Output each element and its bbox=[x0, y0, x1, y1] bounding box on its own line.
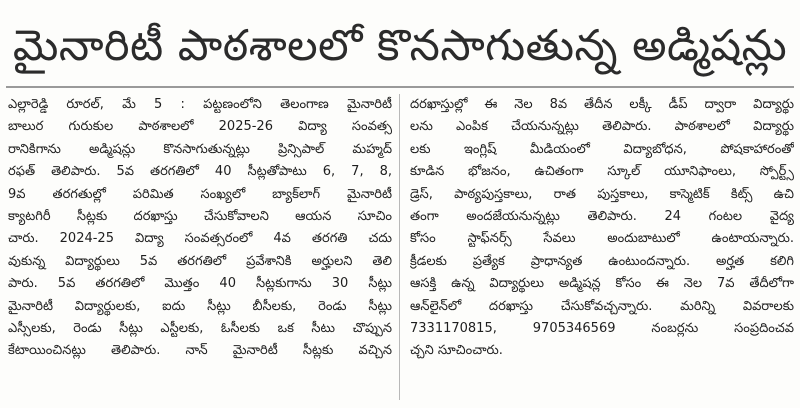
article-line: దరఖాస్తుల్లో ఈ నెల 8వ తేదీన లక్కీ డీప్ ద్వారా విద్యార్థు bbox=[410, 97, 794, 112]
article-column-right bbox=[410, 94, 794, 400]
article-line: ఆసక్తి ఉన్న విద్యార్థులు అడ్మిషన్ల కోసం ఈ నెల 7వ తేదీలోగా bbox=[410, 276, 794, 292]
article-line: మైనారిటీ విద్యార్థులకు, ఐదు సీట్లు బీసీలకు, రెండు సీట్లు bbox=[8, 298, 392, 314]
article-line: పారు. 5వ తరగతిలో మొత్తం 40 సీట్లకుగాను 30 సీట్లు bbox=[8, 276, 392, 292]
article-line: కేటాయించినట్లు తెలిపారు. నాన్ మైనారిటీ సీట్లకు వచ్చిన bbox=[8, 343, 392, 359]
article-line: చారు. 2024-25 విద్యా సంవత్సరంలో 4వ తరగతి చదు bbox=[8, 231, 392, 247]
article-line: క్యాటగిరీ సీట్లకు దరఖాస్తు చేసుకోవాలని ఆయన సూచిం bbox=[8, 208, 392, 224]
article-line: చ్చని సూచించారు. bbox=[410, 343, 503, 359]
article-line: డ్రెస్, పాఠ్యపుస్తకాలు, రాత పుస్తకాలు, కాస్మెటిక్ కిట్స్ ఉచి bbox=[410, 186, 794, 202]
article-line: క్రీడలకు ప్రత్యేక ప్రాధాన్యత ఉంటుందన్నారు. అర్హత కలిగి bbox=[410, 253, 794, 269]
article-line: లకు ఇంగ్లిష్ మీడియంలో విద్యాబోధన, పోషకాహారంతో bbox=[410, 141, 794, 157]
article-line: వుకున్న విద్యార్థులు 5వ తరగతిలో ప్రవేశానికి అర్హులని తెలి bbox=[8, 253, 392, 269]
article-line: 9వ తరగతుల్లో పరిమిత సంఖ్యలో బ్యాక్‌లాగ్ మైనారిటీ bbox=[8, 186, 392, 202]
column-divider bbox=[399, 94, 400, 400]
article-line: రానికిగాను అడ్మిషన్లు కొనసాగుతున్నట్లు ప్రిన్సిపాల్ మహ్మద్ bbox=[8, 141, 392, 157]
article-line: 7331170815, 9705346569 నంబర్లను సంప్రదించవ bbox=[410, 320, 794, 336]
article-line: తంగా అందజేయనున్నట్లు తెలిపారు. 24 గంటల వైద్య bbox=[410, 208, 794, 224]
headline-rule bbox=[6, 86, 794, 88]
article-line: కూడిన భోజనం, ఉచితంగా స్కూల్ యూనిఫాంలు, స్పోర్ట్స్ bbox=[410, 164, 794, 180]
article-line: లను ఎంపిక చేయనున్నట్లు తెలిపారు. పాఠశాలలో విద్యార్థు bbox=[410, 119, 794, 135]
article-line: రఫత్ తెలిపారు. 5వ తరగతిలో 40 సీట్లతోపాటు 6, 7, 8, bbox=[8, 164, 392, 180]
article-line: కోసం స్టాఫ్‌నర్స్ సేవలు అందుబాటులో ఉంటాయన్నారు. bbox=[410, 231, 794, 247]
article-line: ఆన్‌లైన్‌లో దరఖాస్తు చేసుకోవచ్చన్నారు. మరిన్ని వివరాలకు bbox=[410, 298, 794, 314]
article-line: ఎస్సీలకు, రెండు సీట్లు ఎస్టీలకు, ఓసీలకు ఒక సీటు చొప్పున bbox=[8, 320, 392, 336]
article-line: ఎల్లారెడ్డి రూరల్, మే 5 : పట్టణంలోని తెలంగాణ మైనారిటీ bbox=[8, 97, 392, 112]
article-line: బాలుర గురుకుల పాఠశాలలో 2025-26 విద్యా సంవత్స bbox=[8, 119, 392, 135]
article-column-left bbox=[8, 94, 392, 400]
article-headline: మైనారిటీ పాఠశాలలో కొనసాగుతున్న అడ్మిషన్లు bbox=[12, 21, 788, 71]
